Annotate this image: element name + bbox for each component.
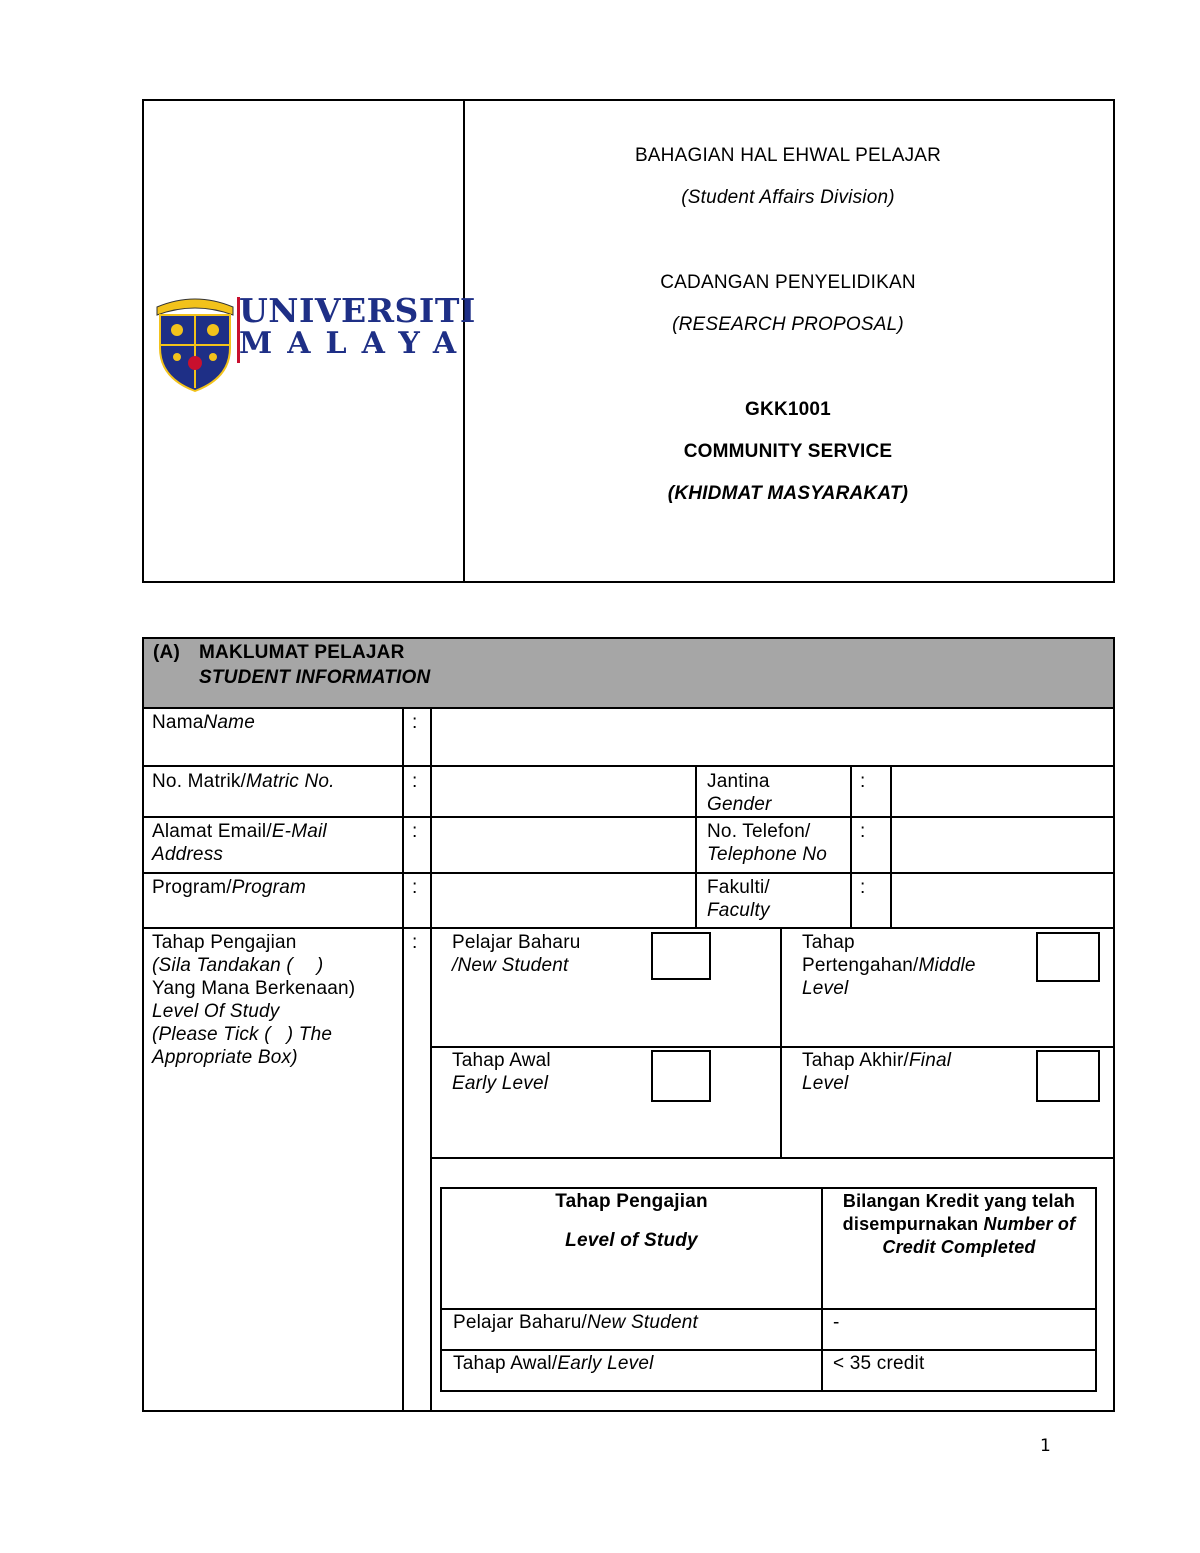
document-type-en: (RESEARCH PROPOSAL): [672, 314, 904, 335]
option-early-level: Tahap Awal Early Level: [452, 1050, 551, 1094]
label-telephone: No. Telefon/ Telephone No: [707, 821, 828, 865]
colon-level: :: [412, 932, 418, 953]
name-field[interactable]: [433, 710, 1111, 764]
course-name-ms: (KHIDMAT MASYARAKAT): [667, 483, 909, 504]
label-email: Alamat Email/E-Mail Address: [152, 821, 327, 865]
credit-row-value: -: [833, 1312, 840, 1333]
course-code: GKK1001: [745, 399, 831, 420]
document-type: CADANGAN PENYELIDIKAN: [660, 272, 916, 293]
credit-row-value: < 35 credit: [833, 1353, 925, 1374]
credit-row-level: Tahap Awal/Early Level: [453, 1353, 654, 1374]
credit-row-level: Pelajar Baharu/New Student: [453, 1312, 698, 1333]
credit-header-level: Tahap Pengajian Level of Study: [555, 1191, 708, 1251]
label-level-of-study: Tahap Pengajian (Sila Tandakan ( ) Yang Mana Berkenaan) Level Of Study (Please Tick ( ) The Appropriate Box): [152, 932, 356, 1068]
faculty-field[interactable]: [893, 875, 1112, 926]
email-field[interactable]: [433, 819, 694, 871]
page-number: 1: [1040, 1436, 1051, 1456]
option-final-level: Tahap Akhir/Final Level: [802, 1050, 952, 1094]
colon-name: :: [412, 712, 418, 733]
checkbox-new-student[interactable]: [651, 932, 711, 980]
label-gender: Jantina Gender: [707, 771, 772, 815]
logo-word-malaya: MALAYA: [239, 326, 472, 361]
logo-word-universiti: UNIVERSITI: [239, 291, 476, 330]
label-program: Program/Program: [152, 877, 306, 898]
colon-program: :: [412, 877, 418, 898]
label-matric: No. Matrik/Matric No.: [152, 771, 335, 792]
section-a-label: (A): [153, 642, 180, 663]
section-a-title: MAKLUMAT PELAJAR: [199, 642, 405, 663]
label-faculty: Fakulti/ Faculty: [707, 877, 770, 921]
colon-gender: :: [860, 771, 866, 792]
colon-faculty: :: [860, 877, 866, 898]
checkbox-final-level[interactable]: [1036, 1050, 1100, 1102]
university-logo: [155, 291, 476, 393]
gender-field[interactable]: [893, 768, 1112, 815]
option-new-student: Pelajar Baharu /New Student: [452, 932, 581, 976]
checkbox-early-level[interactable]: [651, 1050, 711, 1102]
checkbox-middle-level[interactable]: [1036, 932, 1100, 982]
division-title: BAHAGIAN HAL EHWAL PELAJAR: [634, 145, 942, 166]
option-middle-level: Tahap Pertengahan/Middle Level: [802, 932, 976, 999]
colon-email: :: [412, 821, 418, 842]
division-title-en: (Student Affairs Division): [681, 187, 895, 208]
credit-header-credits: Bilangan Kredit yang telah disempurnakan Number of Credit Completed: [842, 1191, 1076, 1257]
course-name: COMMUNITY SERVICE: [683, 441, 893, 462]
section-a-title-en: STUDENT INFORMATION: [199, 667, 431, 688]
matric-field[interactable]: [433, 768, 694, 815]
telephone-field[interactable]: [893, 819, 1112, 871]
crest-icon: [155, 293, 235, 393]
program-field[interactable]: [433, 875, 694, 926]
colon-matric: :: [412, 771, 418, 792]
colon-telephone: :: [860, 821, 866, 842]
label-name: NamaName: [152, 712, 255, 733]
